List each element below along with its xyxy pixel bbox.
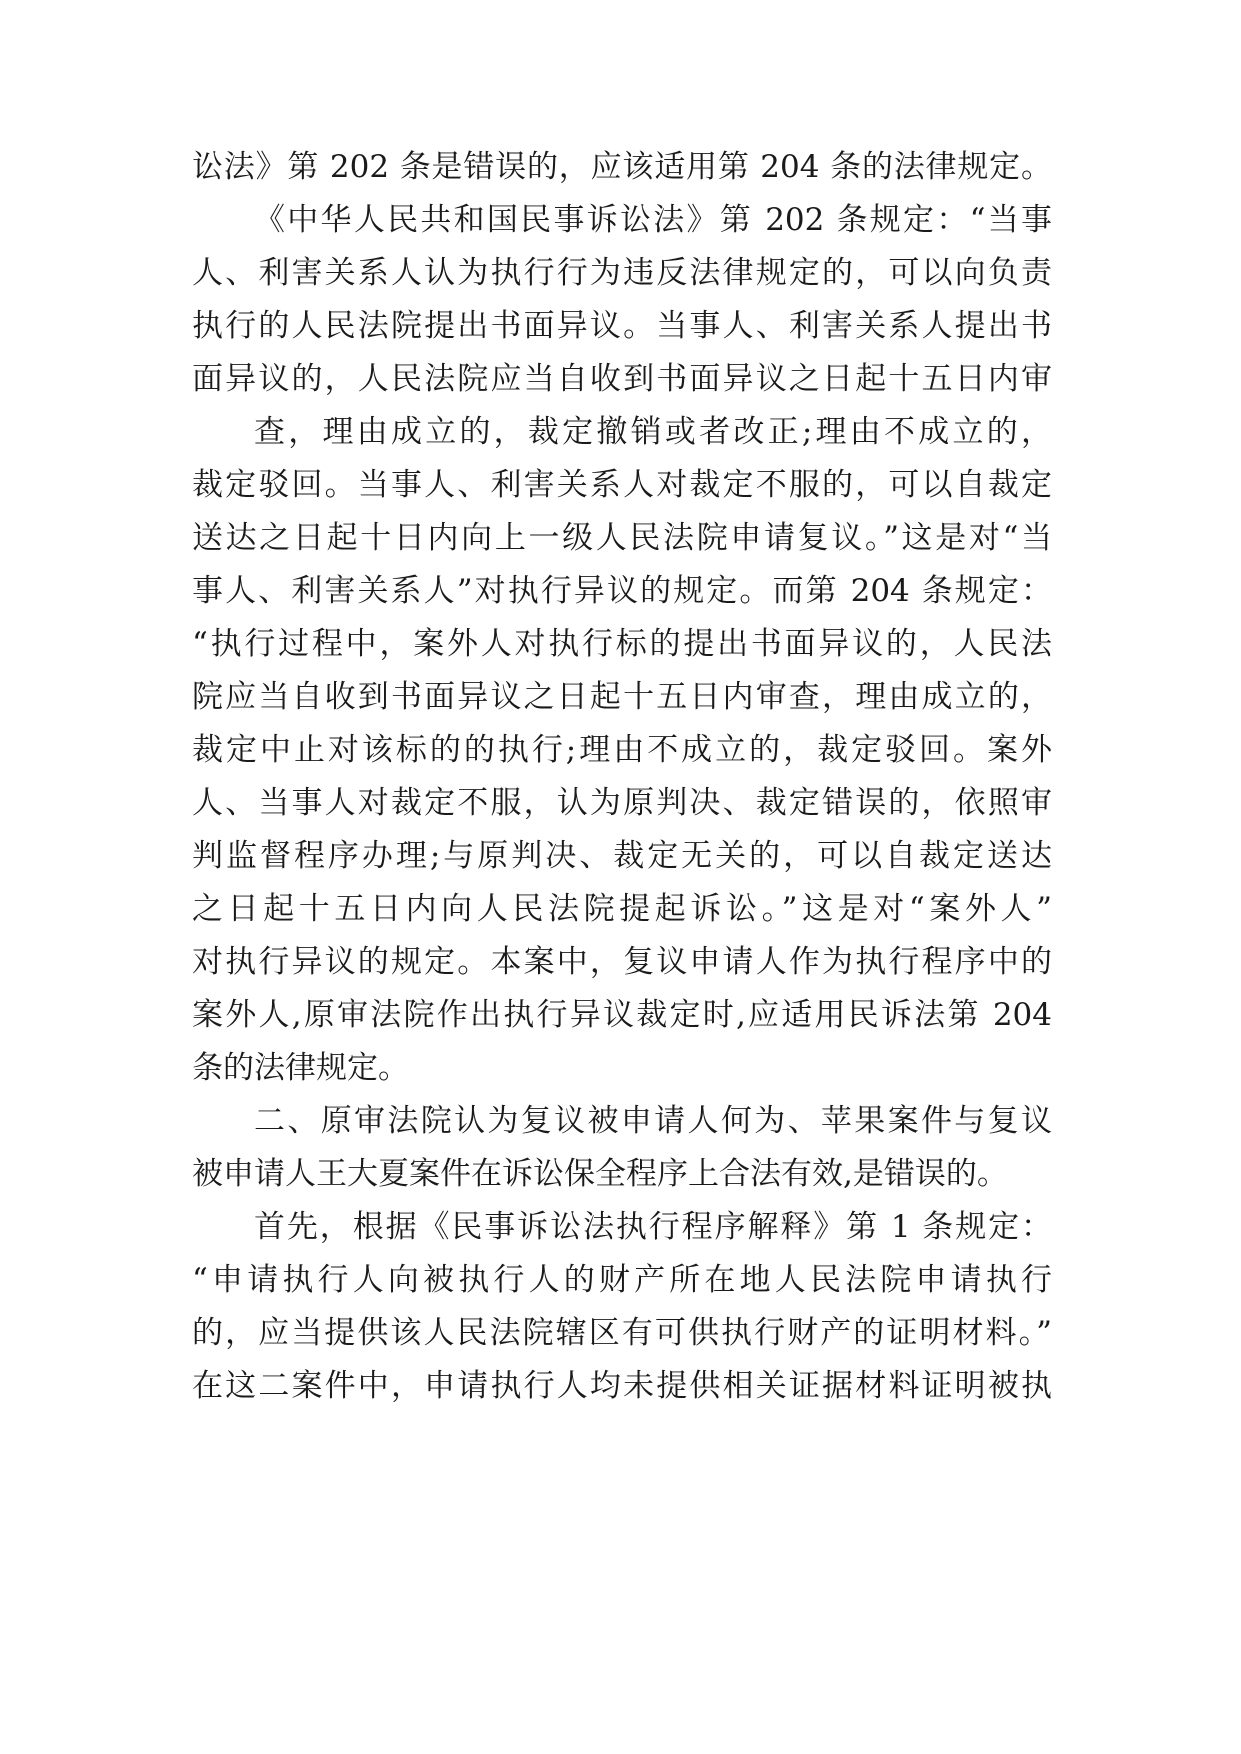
- text-line-7: 裁定驳回。当事人、利害关系人对裁定不服的，可以自裁定: [192, 467, 1052, 503]
- text-line-11: 院应当自收到书面异议之日起十五日内审查，理由成立的，: [192, 679, 1052, 715]
- text-line-9: 事人、利害关系人”对执行异议的规定。而第 204 条规定：: [192, 573, 1052, 609]
- text-line-19: 二、原审法院认为复议被申请人何为、苹果案件与复议: [254, 1103, 1052, 1139]
- text-line-6: 查，理由成立的，裁定撤销或者改正;理由不成立的，: [254, 414, 1052, 450]
- text-line-15: 之日起十五日内向人民法院提起诉讼。”这是对“案外人”: [192, 891, 1052, 927]
- text-line-21: 首先，根据《民事诉讼法执行程序解释》第 1 条规定：: [254, 1209, 1052, 1245]
- text-line-14: 判监督程序办理;与原判决、裁定无关的，可以自裁定送达: [192, 838, 1052, 874]
- text-line-17: 案外人,原审法院作出执行异议裁定时,应适用民诉法第 204: [192, 997, 1052, 1033]
- text-line-24: 在这二案件中，申请执行人均未提供相关证据材料证明被执: [192, 1368, 1052, 1404]
- text-line-10: “执行过程中，案外人对执行标的提出书面异议的，人民法: [192, 626, 1052, 662]
- text-line-20: 被申请人王大夏案件在诉讼保全程序上合法有效,是错误的。: [192, 1156, 1008, 1192]
- text-line-12: 裁定中止对该标的的执行;理由不成立的，裁定驳回。案外: [192, 732, 1052, 768]
- text-line-1: 讼法》第 202 条是错误的，应该适用第 204 条的法律规定。: [192, 149, 1052, 185]
- text-line-8: 送达之日起十日内向上一级人民法院申请复议。”这是对“当: [192, 520, 1052, 556]
- text-line-5: 面异议的，人民法院应当自收到书面异议之日起十五日内审: [192, 361, 1052, 397]
- text-line-16: 对执行异议的规定。本案中，复议申请人作为执行程序中的: [192, 944, 1052, 980]
- text-line-18: 条的法律规定。: [192, 1050, 409, 1086]
- text-line-4: 执行的人民法院提出书面异议。当事人、利害关系人提出书: [192, 308, 1052, 344]
- text-line-3: 人、利害关系人认为执行行为违反法律规定的，可以向负责: [192, 255, 1052, 291]
- text-line-22: “申请执行人向被执行人的财产所在地人民法院申请执行: [192, 1262, 1052, 1298]
- text-line-2: 《中华人民共和国民事诉讼法》第 202 条规定：“当事: [254, 202, 1052, 238]
- text-line-13: 人、当事人对裁定不服，认为原判决、裁定错误的，依照审: [192, 785, 1052, 821]
- text-line-23: 的，应当提供该人民法院辖区有可供执行财产的证明材料。”: [192, 1315, 1052, 1351]
